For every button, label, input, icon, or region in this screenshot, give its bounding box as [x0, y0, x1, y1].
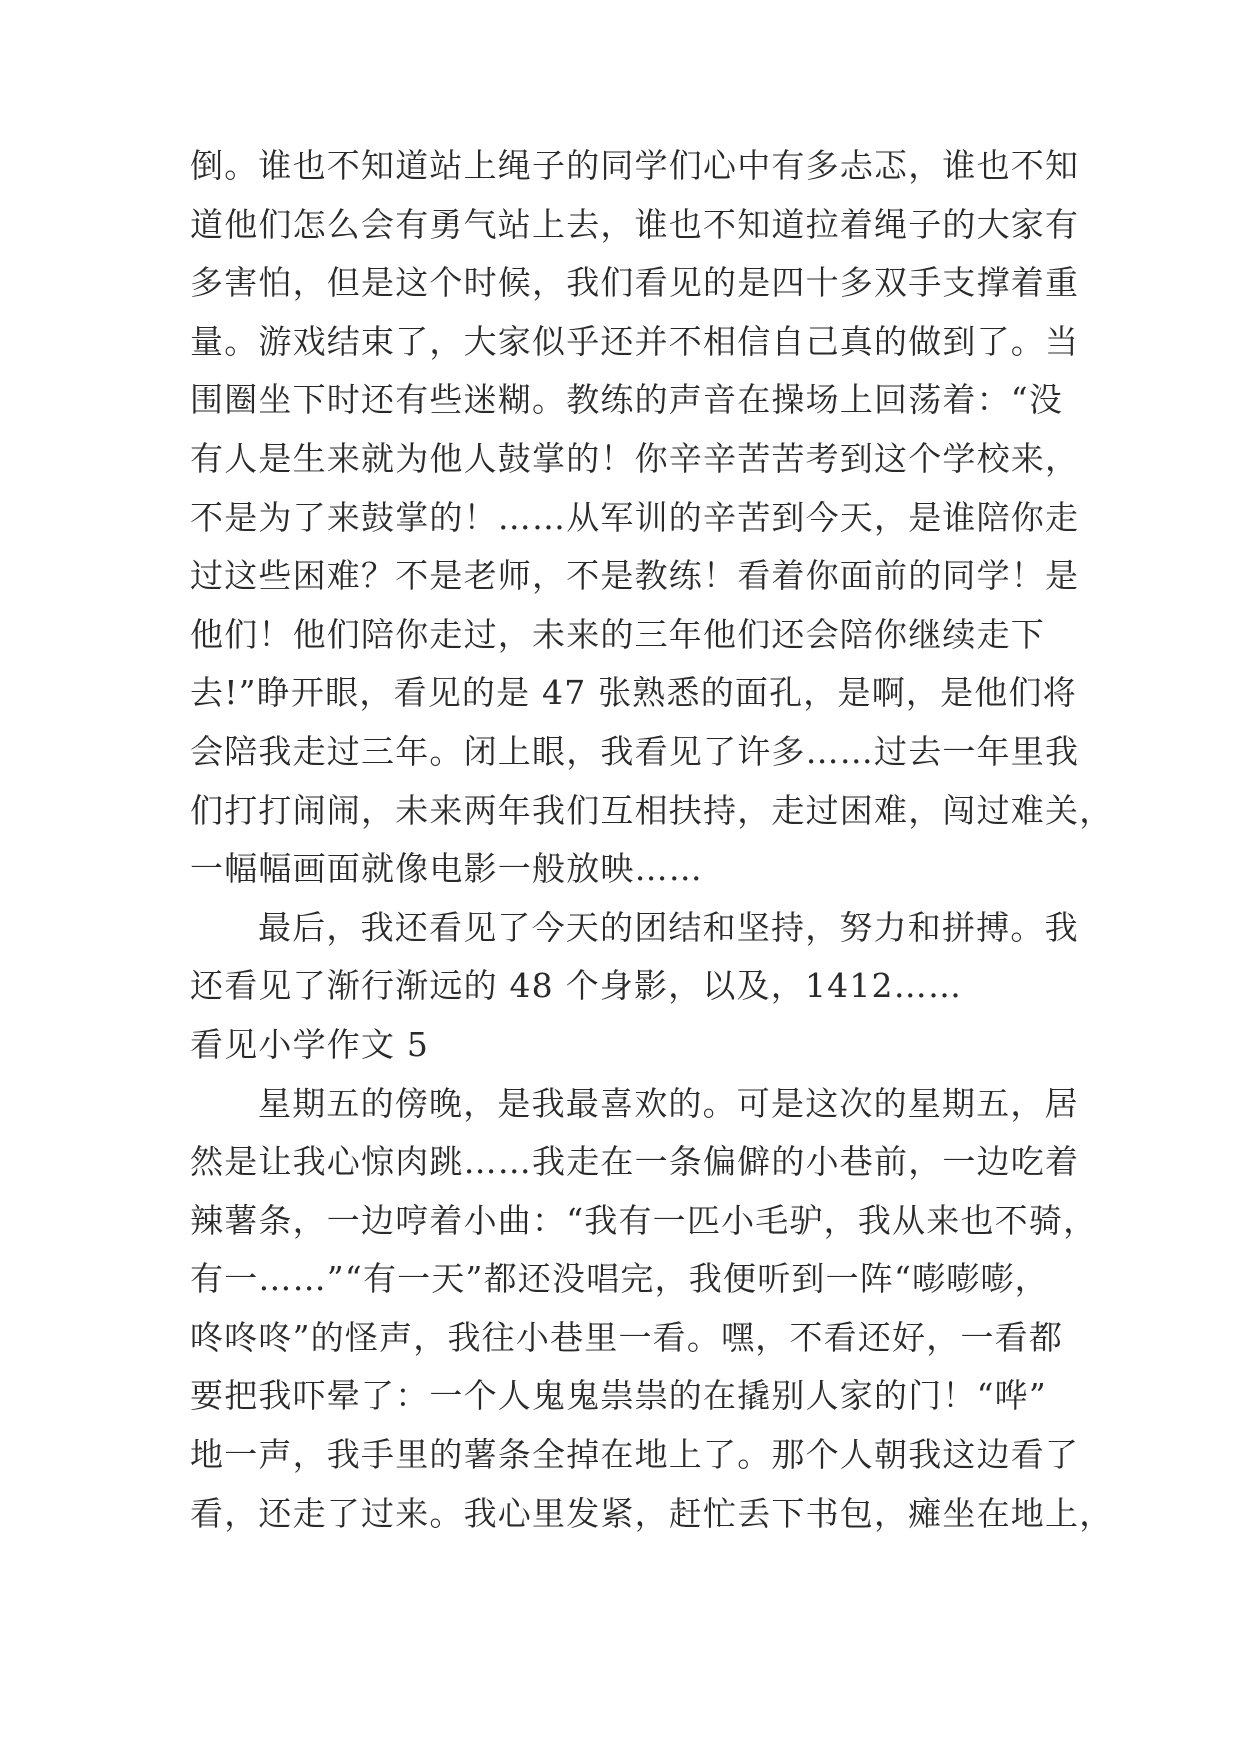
- text-line: 然是让我心惊肉跳……我走在一条偏僻的小巷前，一边吃着: [190, 1142, 1080, 1182]
- text-line: 一幅幅画面就像电影一般放映……: [190, 849, 703, 889]
- text-line: 道他们怎么会有勇气站上去，谁也不知道拉着绳子的大家有: [190, 204, 1080, 244]
- paragraph: [190, 1075, 1114, 1544]
- paragraph-block: [190, 1075, 1114, 1544]
- text-line: 还看见了渐行渐远的 48 个身影，以及，1412……: [190, 966, 963, 1006]
- text-line: 有人是生来就为他人鼓掌的！你辛辛苦苦考到这个学校来，: [190, 438, 1080, 478]
- text-line: 们打打闹闹，未来两年我们互相扶持，走过困难，闯过难关，: [190, 790, 1114, 830]
- text-line: 不是为了来鼓掌的！……从军训的辛苦到今天，是谁陪你走: [190, 497, 1080, 537]
- text-line: 多害怕，但是这个时候，我们看见的是四十多双手支撑着重: [190, 263, 1080, 303]
- text-line: 去!”睁开眼，看见的是 47 张熟悉的面孔，是啊，是他们将: [190, 673, 1077, 713]
- text-line: 咚咚咚”的怪声，我往小巷里一看。嘿，不看还好，一看都: [190, 1317, 1064, 1357]
- text-line: 倒。谁也不知道站上绳子的同学们心中有多忐忑，谁也不知: [190, 146, 1080, 185]
- text-line: 要把我吓晕了：一个人鬼鬼祟祟的在撬别人家的门！“哗”: [190, 1376, 1047, 1416]
- text-line: 最后，我还看见了今天的团结和坚持，努力和拼搏。我: [258, 907, 1079, 947]
- paragraph: [190, 899, 1079, 1016]
- section-title: 看见小学作文 5: [190, 1024, 430, 1064]
- text-line: 星期五的傍晚，是我最喜欢的。可是这次的星期五，居: [258, 1083, 1079, 1123]
- paragraph: [190, 137, 1114, 899]
- text-line: 地一声，我手里的薯条全掉在地上了。那个人朝我这边看了: [190, 1435, 1080, 1475]
- text-line: 围圈坐下时还有些迷糊。教练的声音在操场上回荡着：“没: [190, 380, 1064, 420]
- text-line: 会陪我走过三年。闭上眼，我看见了许多……过去一年里我: [190, 731, 1080, 771]
- text-line: 过这些困难？不是老师，不是教练！看着你面前的同学！是: [190, 556, 1080, 596]
- paragraph-block: [190, 137, 1114, 1016]
- document-body: [190, 137, 1114, 1543]
- text-line: 看，还走了过来。我心里发紧，赶忙丢下书包，瘫坐在地上，: [190, 1493, 1114, 1533]
- text-line: 辣薯条，一边哼着小曲：“我有一匹小毛驴，我从来也不骑，: [190, 1200, 1098, 1240]
- text-line: 他们！他们陪你走过，未来的三年他们还会陪你继续走下: [190, 614, 1045, 654]
- text-line: 量。游戏结束了，大家似乎还并不相信自己真的做到了。当: [190, 321, 1080, 361]
- text-line: 有一……”“有一天”都还没唱完，我便听到一阵“嘭嘭嘭，: [190, 1259, 1049, 1299]
